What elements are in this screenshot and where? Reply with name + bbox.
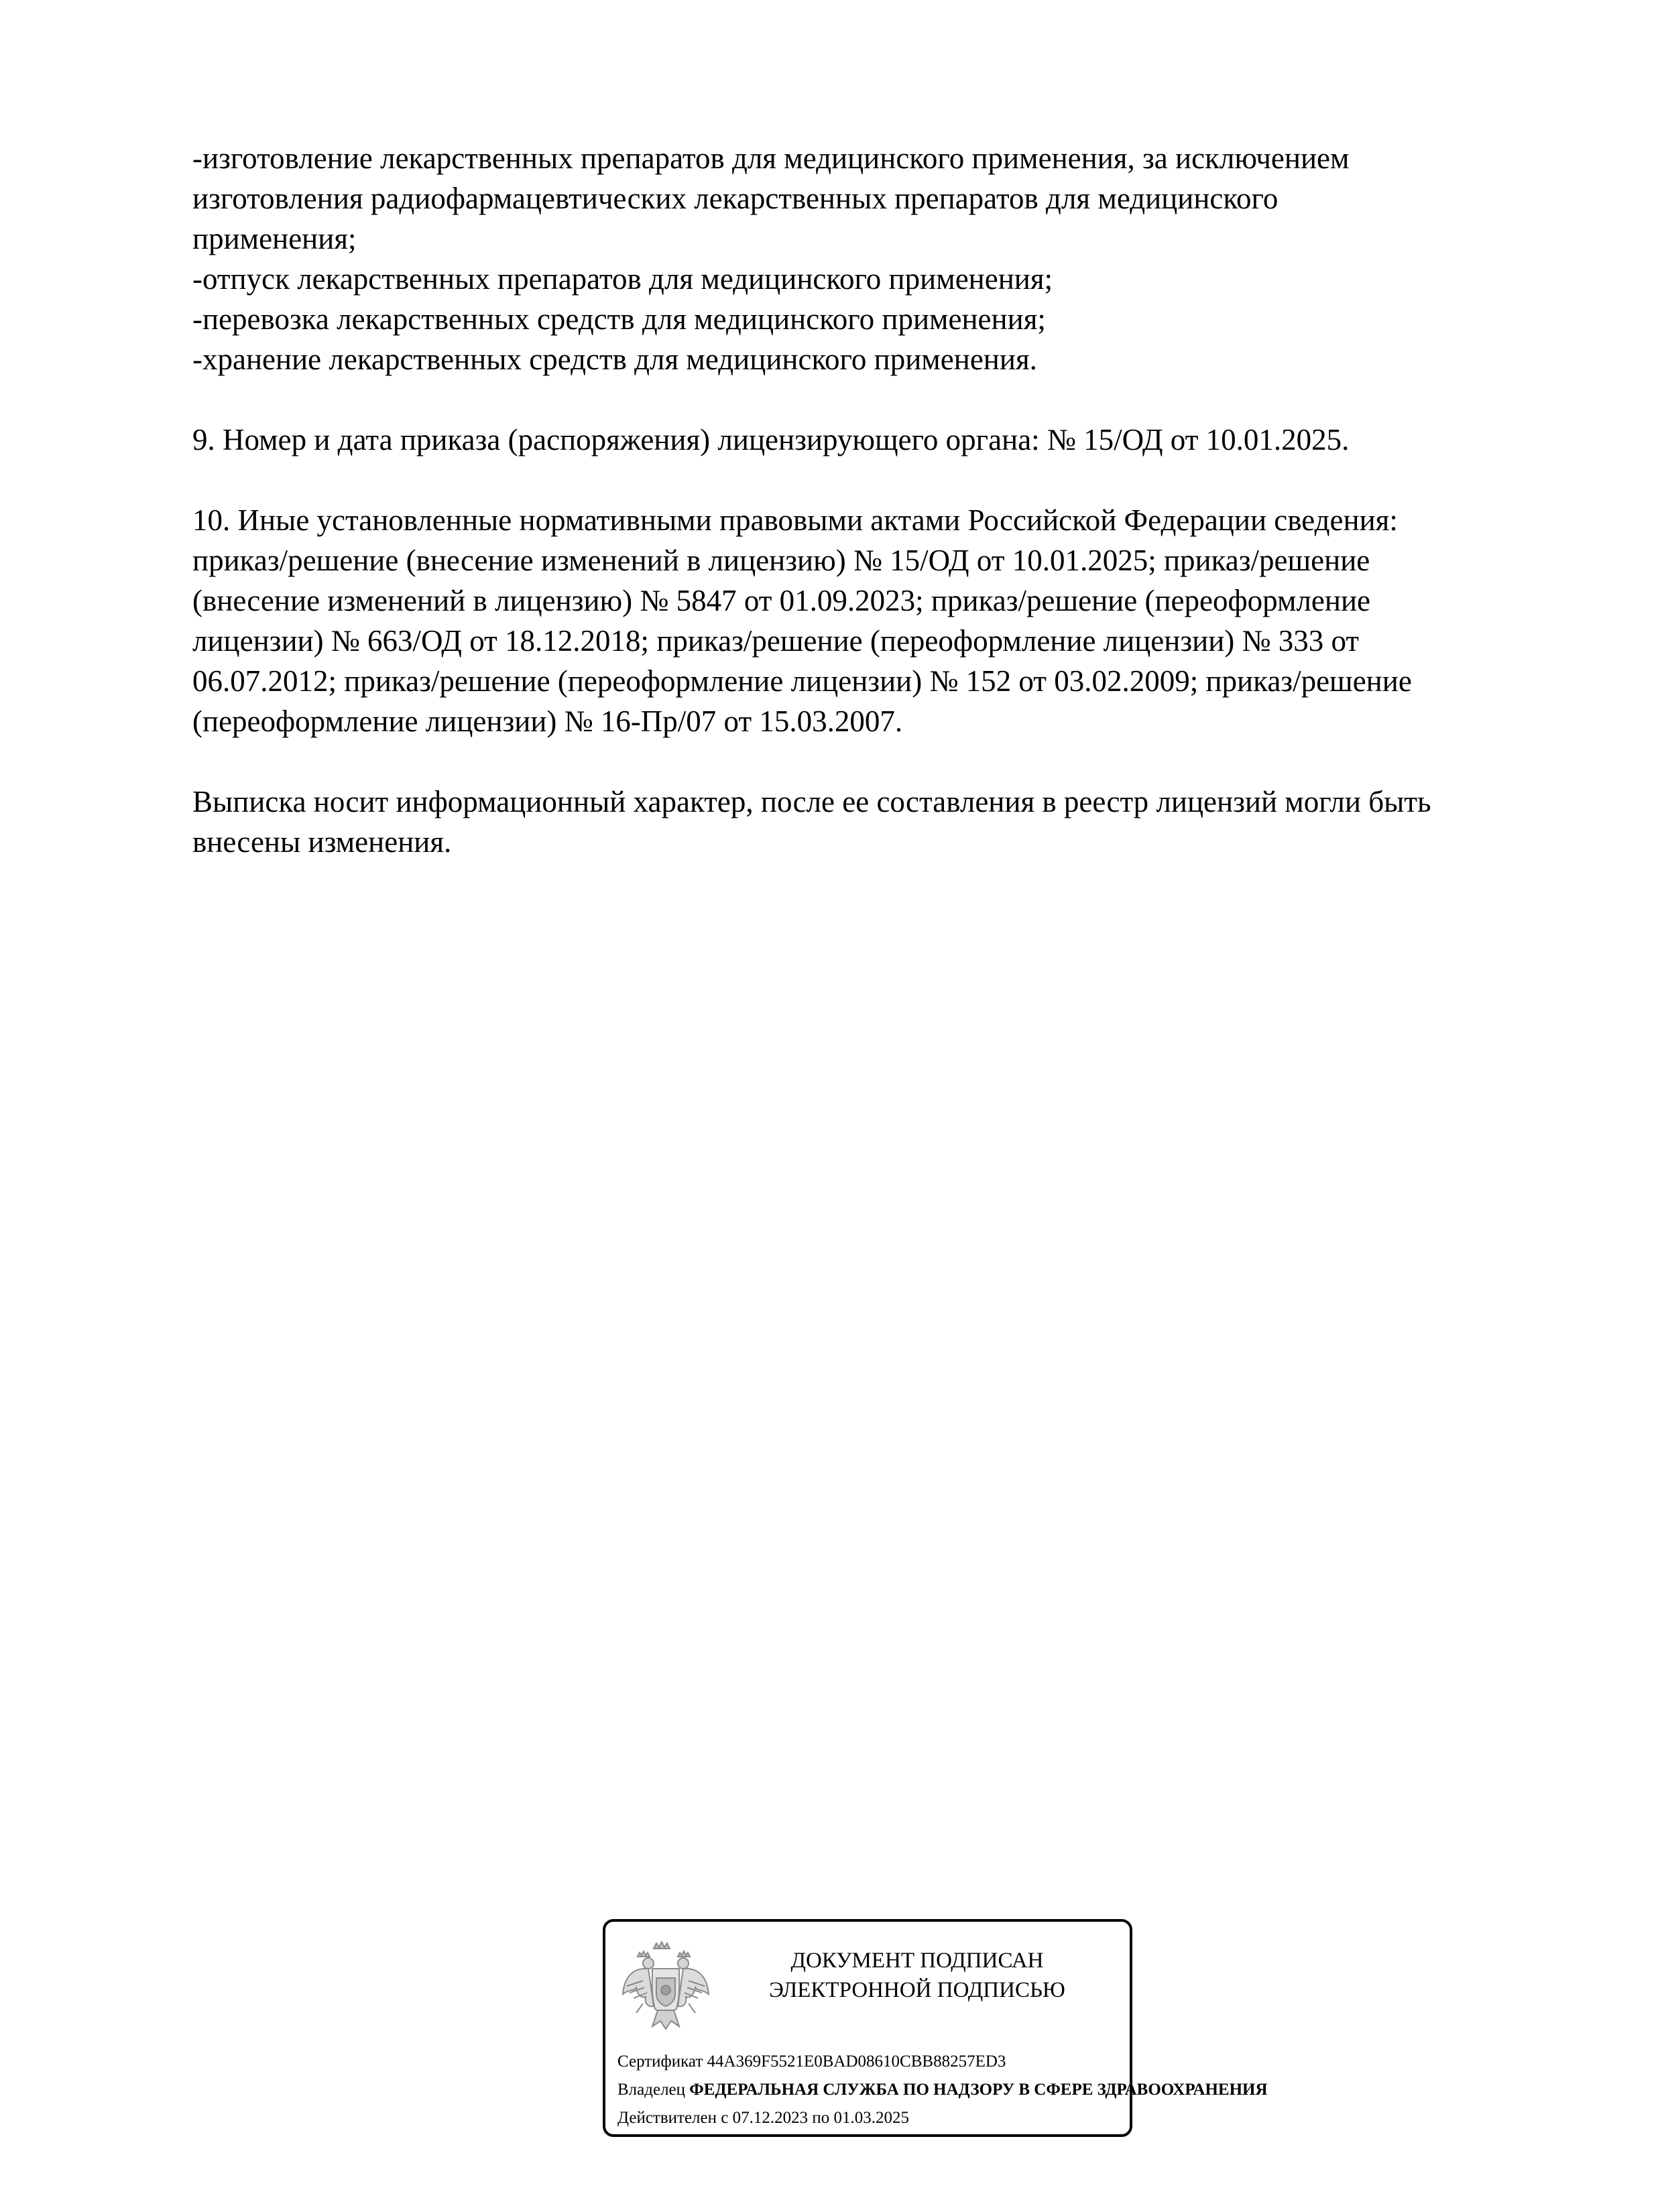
text-line: изготовления радиофармацевтических лекарственных препаратов для медицинского — [192, 182, 1279, 215]
owner-row — [617, 2076, 1268, 2104]
validity-row: Действителен с 07.12.2023 по 01.03.2025 — [617, 2109, 909, 2127]
text-line: 10. Иные установленные нормативными правовыми актами Российской Федерации сведения: — [192, 503, 1398, 537]
certificate-row — [617, 2048, 1140, 2076]
paragraph-gap — [192, 741, 1560, 782]
paragraph-gap — [192, 379, 1560, 420]
paragraph-gap — [192, 460, 1560, 500]
stamp-title-line: ДОКУМЕНТ ПОДПИСАН — [790, 1949, 1044, 1973]
stamp-title-line: ЭЛЕКТРОННОЙ ПОДПИСЬЮ — [769, 1978, 1065, 2002]
order-number-line: 9. Номер и дата приказа (распоряжения) лицензирующего органа: № 15/ОД от 10.01.2025. — [192, 423, 1350, 456]
disclaimer-line: внесены изменения. — [192, 825, 452, 859]
text-line: (внесение изменений в лицензию) № 5847 от 01.09.2023; приказ/решение (переоформление — [192, 584, 1371, 617]
electronic-signature-stamp — [603, 1919, 1268, 2137]
text-line: 06.07.2012; приказ/решение (переоформление лицензии) № 152 от 03.02.2009; приказ/решение — [192, 664, 1412, 698]
certificate-label: Сертификат — [617, 2052, 703, 2071]
text-line: приказ/решение (внесение изменений в лицензию) № 15/ОД от 10.01.2025; приказ/решение — [192, 544, 1370, 577]
certificate-value: 44A369F5521E0BAD08610CBB88257ED3 — [707, 2052, 1006, 2071]
owner-value: ФЕДЕРАЛЬНАЯ СЛУЖБА ПО НАДЗОРУ В СФЕРЕ ЗДРАВООХРАНЕНИЯ — [689, 2081, 1268, 2099]
text-line: (переоформление лицензии) № 16-Пр/07 от 15.03.2007. — [192, 704, 903, 738]
disclaimer-line: Выписка носит информационный характер, после ее составления в реестр лицензий могли быть — [192, 785, 1431, 818]
text-line: -перевозка лекарственных средств для медицинского применения; — [192, 302, 1046, 336]
owner-label: Владелец — [617, 2081, 686, 2099]
document-body — [192, 138, 1560, 862]
text-line: -хранение лекарственных средств для медицинского применения. — [192, 343, 1037, 376]
text-line: -изготовление лекарственных препаратов для медицинского применения, за исключением — [192, 141, 1350, 175]
text-line: -отпуск лекарственных препаратов для медицинского применения; — [192, 262, 1053, 296]
stamp-details — [617, 2048, 1268, 2132]
coat-of-arms-icon — [619, 1934, 713, 2034]
stamp-title — [726, 1946, 1108, 2005]
text-line: лицензии) № 663/ОД от 18.12.2018; приказ/решение (переоформление лицензии) № 333 от — [192, 624, 1360, 658]
text-line: применения; — [192, 222, 357, 255]
